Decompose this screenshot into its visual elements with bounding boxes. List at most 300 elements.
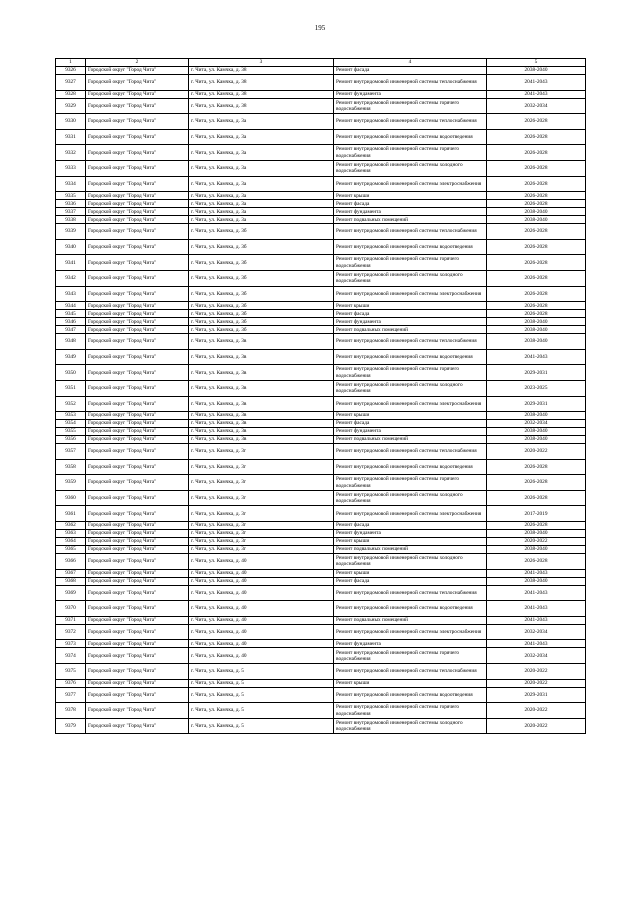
work-type-cell: Ремонт внутридомовой инженерной системы теплоснабжения: [334, 224, 487, 240]
table-row: [56, 687, 586, 703]
address-cell: г. Чита, ул. Камчка, д. 3а: [189, 129, 334, 145]
period-cell: 2032-2034: [487, 420, 586, 428]
row-number: 9377: [56, 687, 86, 703]
period-cell: 2020-2022: [487, 444, 586, 460]
address-cell: г. Чита, ул. Камчка, д. 3в: [189, 412, 334, 420]
municipality-cell: Городской округ "Город Чита": [86, 554, 189, 570]
table-row: [56, 428, 586, 436]
table-row: [56, 444, 586, 460]
address-cell: г. Чита, ул. Камчка, д. 3г: [189, 490, 334, 506]
table-row: [56, 129, 586, 145]
period-cell: 2026-2028: [487, 475, 586, 491]
row-number: 9336: [56, 200, 86, 208]
address-cell: г. Чита, ул. Камчка, д. 3а: [189, 114, 334, 130]
table-row: [56, 255, 586, 271]
period-cell: 2026-2028: [487, 554, 586, 570]
row-number: 9331: [56, 129, 86, 145]
address-cell: г. Чита, ул. Камчка, д. 40: [189, 640, 334, 648]
address-cell: г. Чита, ул. Камчка, д. 3а: [189, 216, 334, 224]
municipality-cell: Городской округ "Город Чита": [86, 160, 189, 176]
row-number: 9353: [56, 412, 86, 420]
table-row: [56, 396, 586, 412]
period-cell: 2041-2043: [487, 585, 586, 601]
work-type-cell: Ремонт внутридомовой инженерной системы холодного водоснабжения: [334, 718, 487, 734]
table-row: [56, 380, 586, 396]
address-cell: г. Чита, ул. Камчка, д. 3а: [189, 160, 334, 176]
table-row: [56, 216, 586, 224]
row-number: 9370: [56, 601, 86, 617]
period-cell: 2026-2028: [487, 176, 586, 192]
address-cell: г. Чита, ул. Камчка, д. 3в: [189, 396, 334, 412]
municipality-cell: Городской округ "Город Чита": [86, 98, 189, 114]
address-cell: г. Чита, ул. Камчка, д. 3б: [189, 286, 334, 302]
work-type-cell: Ремонт крыши: [334, 302, 487, 310]
row-number: 9335: [56, 192, 86, 200]
row-number: 9367: [56, 569, 86, 577]
period-cell: 2023-2025: [487, 380, 586, 396]
work-type-cell: Ремонт фундамента: [334, 530, 487, 538]
period-cell: 2026-2028: [487, 459, 586, 475]
work-type-cell: Ремонт подвальных помещений: [334, 326, 487, 334]
row-number: 9339: [56, 224, 86, 240]
municipality-cell: Городской округ "Город Чита": [86, 616, 189, 624]
table-row: [56, 114, 586, 130]
table-row: [56, 624, 586, 640]
period-cell: 2026-2028: [487, 490, 586, 506]
period-cell: 2041-2043: [487, 75, 586, 91]
period-cell: 2026-2028: [487, 522, 586, 530]
municipality-cell: Городской округ "Город Чита": [86, 703, 189, 719]
table-row: [56, 67, 586, 75]
address-cell: г. Чита, ул. Камчка, д. 40: [189, 616, 334, 624]
row-number: 9358: [56, 459, 86, 475]
address-cell: г. Чита, ул. Камчка, д. 3а: [189, 208, 334, 216]
period-cell: 2029-2031: [487, 687, 586, 703]
row-number: 9332: [56, 145, 86, 161]
municipality-cell: Городской округ "Город Чита": [86, 420, 189, 428]
address-cell: г. Чита, ул. Камчка, д. 40: [189, 569, 334, 577]
table-row: [56, 318, 586, 326]
address-cell: г. Чита, ул. Камчка, д. 5: [189, 687, 334, 703]
work-type-cell: Ремонт внутридомовой инженерной системы теплоснабжения: [334, 664, 487, 680]
municipality-cell: Городской округ "Город Чита": [86, 90, 189, 98]
period-cell: 2020-2022: [487, 664, 586, 680]
work-type-cell: Ремонт фасада: [334, 522, 487, 530]
table-row: [56, 365, 586, 381]
municipality-cell: Городской округ "Город Чита": [86, 365, 189, 381]
period-cell: 2038-2040: [487, 326, 586, 334]
municipality-cell: Городской округ "Город Чита": [86, 412, 189, 420]
work-type-cell: Ремонт фасада: [334, 577, 487, 585]
table-row: [56, 436, 586, 444]
municipality-cell: Городской округ "Город Чита": [86, 349, 189, 365]
municipality-cell: Городской округ "Город Чита": [86, 216, 189, 224]
municipality-cell: Городской округ "Город Чита": [86, 310, 189, 318]
municipality-cell: Городской округ "Город Чита": [86, 67, 189, 75]
address-cell: г. Чита, ул. Камчка, д. 3г: [189, 475, 334, 491]
period-cell: 2038-2040: [487, 208, 586, 216]
municipality-cell: Городской округ "Город Чита": [86, 436, 189, 444]
work-type-cell: Ремонт внутридомовой инженерной системы водоотведения: [334, 129, 487, 145]
address-cell: г. Чита, ул. Камчка, д. 3г: [189, 530, 334, 538]
period-cell: 2020-2022: [487, 718, 586, 734]
column-header: 2: [86, 59, 189, 67]
table-row: [56, 90, 586, 98]
municipality-cell: Городской округ "Город Чита": [86, 475, 189, 491]
period-cell: 2029-2031: [487, 396, 586, 412]
address-cell: г. Чита, ул. Камчка, д. 38: [189, 67, 334, 75]
table-row: [56, 522, 586, 530]
row-number: 9372: [56, 624, 86, 640]
municipality-cell: Городской округ "Город Чита": [86, 192, 189, 200]
row-number: 9337: [56, 208, 86, 216]
work-type-cell: Ремонт внутридомовой инженерной системы электроснабжения: [334, 286, 487, 302]
table-row: [56, 200, 586, 208]
row-number: 9379: [56, 718, 86, 734]
work-type-cell: Ремонт внутридомовой инженерной системы холодного водоснабжения: [334, 160, 487, 176]
table-row: [56, 648, 586, 664]
address-cell: г. Чита, ул. Камчка, д. 3а: [189, 145, 334, 161]
table-row: [56, 546, 586, 554]
row-number: 9359: [56, 475, 86, 491]
address-cell: г. Чита, ул. Камчка, д. 3в: [189, 334, 334, 350]
work-type-cell: Ремонт крыши: [334, 569, 487, 577]
table-row: [56, 349, 586, 365]
address-cell: г. Чита, ул. Камчка, д. 3в: [189, 420, 334, 428]
municipality-cell: Городской округ "Город Чита": [86, 640, 189, 648]
table-row: [56, 679, 586, 687]
address-cell: г. Чита, ул. Камчка, д. 3в: [189, 436, 334, 444]
municipality-cell: Городской округ "Город Чита": [86, 255, 189, 271]
row-number: 9362: [56, 522, 86, 530]
period-cell: 2038-2040: [487, 216, 586, 224]
work-type-cell: Ремонт фундамента: [334, 318, 487, 326]
row-number: 9349: [56, 349, 86, 365]
municipality-cell: Городской округ "Город Чита": [86, 648, 189, 664]
address-cell: г. Чита, ул. Камчка, д. 3в: [189, 365, 334, 381]
period-cell: 2026-2028: [487, 114, 586, 130]
work-type-cell: Ремонт внутридомовой инженерной системы горячего водоснабжения: [334, 365, 487, 381]
address-cell: г. Чита, ул. Камчка, д. 3в: [189, 428, 334, 436]
row-number: 9355: [56, 428, 86, 436]
municipality-cell: Городской округ "Город Чита": [86, 334, 189, 350]
table-row: [56, 302, 586, 310]
row-number: 9361: [56, 506, 86, 522]
row-number: 9374: [56, 648, 86, 664]
address-cell: г. Чита, ул. Камчка, д. 3в: [189, 380, 334, 396]
address-cell: г. Чита, ул. Камчка, д. 3г: [189, 546, 334, 554]
address-cell: г. Чита, ул. Камчка, д. 3а: [189, 200, 334, 208]
period-cell: 2020-2022: [487, 538, 586, 546]
work-type-cell: Ремонт фасада: [334, 310, 487, 318]
address-cell: г. Чита, ул. Камчка, д. 38: [189, 75, 334, 91]
table-row: [56, 310, 586, 318]
address-cell: г. Чита, ул. Камчка, д. 38: [189, 90, 334, 98]
municipality-cell: Городской округ "Город Чита": [86, 718, 189, 734]
table-row: [56, 569, 586, 577]
period-cell: 2041-2043: [487, 601, 586, 617]
period-cell: 2020-2022: [487, 679, 586, 687]
table-body: [56, 67, 586, 734]
period-cell: 2038-2040: [487, 334, 586, 350]
table-row: [56, 208, 586, 216]
period-cell: 2038-2040: [487, 577, 586, 585]
table-row: [56, 145, 586, 161]
table-row: [56, 718, 586, 734]
municipality-cell: Городской округ "Город Чита": [86, 200, 189, 208]
table-row: [56, 176, 586, 192]
address-cell: г. Чита, ул. Камчка, д. 40: [189, 648, 334, 664]
table-row: [56, 412, 586, 420]
work-type-cell: Ремонт внутридомовой инженерной системы теплоснабжения: [334, 75, 487, 91]
column-header: 4: [334, 59, 487, 67]
period-cell: 2026-2028: [487, 224, 586, 240]
municipality-cell: Городской округ "Город Чита": [86, 75, 189, 91]
period-cell: 2041-2043: [487, 90, 586, 98]
municipality-cell: Городской округ "Город Чита": [86, 490, 189, 506]
period-cell: 2038-2040: [487, 318, 586, 326]
row-number: 9364: [56, 538, 86, 546]
period-cell: 2038-2040: [487, 530, 586, 538]
table-row: [56, 459, 586, 475]
work-type-cell: Ремонт внутридомовой инженерной системы водоотведения: [334, 459, 487, 475]
work-type-cell: Ремонт внутридомовой инженерной системы электроснабжения: [334, 624, 487, 640]
address-cell: г. Чита, ул. Камчка, д. 40: [189, 585, 334, 601]
period-cell: 2038-2040: [487, 546, 586, 554]
table-row: [56, 506, 586, 522]
work-type-cell: Ремонт внутридомовой инженерной системы водоотведения: [334, 349, 487, 365]
row-number: 9334: [56, 176, 86, 192]
period-cell: 2026-2028: [487, 145, 586, 161]
address-cell: г. Чита, ул. Камчка, д. 5: [189, 703, 334, 719]
table-row: [56, 538, 586, 546]
row-number: 9343: [56, 286, 86, 302]
table-row: [56, 75, 586, 91]
period-cell: 2038-2040: [487, 436, 586, 444]
work-type-cell: Ремонт внутридомовой инженерной системы холодного водоснабжения: [334, 554, 487, 570]
address-cell: г. Чита, ул. Камчка, д. 3в: [189, 349, 334, 365]
address-cell: г. Чита, ул. Камчка, д. 3б: [189, 318, 334, 326]
work-type-cell: Ремонт внутридомовой инженерной системы теплоснабжения: [334, 334, 487, 350]
municipality-cell: Городской округ "Город Чита": [86, 208, 189, 216]
table-row: [56, 420, 586, 428]
period-cell: 2026-2028: [487, 302, 586, 310]
municipality-cell: Городской округ "Город Чита": [86, 239, 189, 255]
column-header: 5: [487, 59, 586, 67]
work-type-cell: Ремонт подвальных помещений: [334, 216, 487, 224]
row-number: 9363: [56, 530, 86, 538]
table-row: [56, 98, 586, 114]
table-row: [56, 601, 586, 617]
period-cell: 2038-2040: [487, 67, 586, 75]
municipality-cell: Городской округ "Город Чита": [86, 114, 189, 130]
address-cell: г. Чита, ул. Камчка, д. 3г: [189, 459, 334, 475]
table-row: [56, 326, 586, 334]
address-cell: г. Чита, ул. Камчка, д. 3г: [189, 522, 334, 530]
column-header: 1: [56, 59, 86, 67]
municipality-cell: Городской округ "Город Чита": [86, 546, 189, 554]
table-row: [56, 475, 586, 491]
period-cell: 2026-2028: [487, 239, 586, 255]
work-type-cell: Ремонт внутридомовой инженерной системы электроснабжения: [334, 396, 487, 412]
work-type-cell: Ремонт внутридомовой инженерной системы горячего водоснабжения: [334, 145, 487, 161]
work-type-cell: Ремонт внутридомовой инженерной системы теплоснабжения: [334, 114, 487, 130]
work-type-cell: Ремонт внутридомовой инженерной системы теплоснабжения: [334, 585, 487, 601]
row-number: 9341: [56, 255, 86, 271]
period-cell: 2041-2043: [487, 349, 586, 365]
work-type-cell: Ремонт фундамента: [334, 208, 487, 216]
work-type-cell: Ремонт крыши: [334, 192, 487, 200]
table-row: [56, 703, 586, 719]
municipality-cell: Городской округ "Город Чита": [86, 444, 189, 460]
period-cell: 2026-2028: [487, 160, 586, 176]
address-cell: г. Чита, ул. Камчка, д. 3а: [189, 176, 334, 192]
row-number: 9342: [56, 270, 86, 286]
page-number: 195: [314, 24, 326, 32]
table-row: [56, 616, 586, 624]
row-number: 9328: [56, 90, 86, 98]
address-cell: г. Чита, ул. Камчка, д. 3б: [189, 326, 334, 334]
period-cell: 2032-2034: [487, 98, 586, 114]
address-cell: г. Чита, ул. Камчка, д. 3б: [189, 224, 334, 240]
period-cell: 2041-2043: [487, 640, 586, 648]
period-cell: 2029-2031: [487, 365, 586, 381]
work-type-cell: Ремонт фундамента: [334, 90, 487, 98]
address-cell: г. Чита, ул. Камчка, д. 3а: [189, 192, 334, 200]
period-cell: 2038-2040: [487, 412, 586, 420]
row-number: 9326: [56, 67, 86, 75]
municipality-cell: Городской округ "Город Чита": [86, 224, 189, 240]
municipality-cell: Городской округ "Город Чита": [86, 577, 189, 585]
work-type-cell: Ремонт внутридомовой инженерной системы горячего водоснабжения: [334, 703, 487, 719]
row-number: 9356: [56, 436, 86, 444]
row-number: 9333: [56, 160, 86, 176]
work-type-cell: Ремонт внутридомовой инженерной системы горячего водоснабжения: [334, 255, 487, 271]
row-number: 9375: [56, 664, 86, 680]
row-number: 9348: [56, 334, 86, 350]
municipality-cell: Городской округ "Город Чита": [86, 687, 189, 703]
municipality-cell: Городской округ "Город Чита": [86, 302, 189, 310]
period-cell: 2026-2028: [487, 286, 586, 302]
municipality-cell: Городской округ "Город Чита": [86, 506, 189, 522]
address-cell: г. Чита, ул. Камчка, д. 5: [189, 679, 334, 687]
municipality-cell: Городской округ "Город Чита": [86, 428, 189, 436]
address-cell: г. Чита, ул. Камчка, д. 3г: [189, 506, 334, 522]
work-type-cell: Ремонт фундамента: [334, 640, 487, 648]
table-row: [56, 490, 586, 506]
address-cell: г. Чита, ул. Камчка, д. 5: [189, 664, 334, 680]
municipality-cell: Городской округ "Город Чита": [86, 145, 189, 161]
table-row: [56, 530, 586, 538]
table-row: [56, 585, 586, 601]
address-cell: г. Чита, ул. Камчка, д. 3б: [189, 239, 334, 255]
work-type-cell: Ремонт внутридомовой инженерной системы водоотведения: [334, 687, 487, 703]
row-number: 9338: [56, 216, 86, 224]
municipality-cell: Городской округ "Город Чита": [86, 318, 189, 326]
municipality-cell: Городской округ "Город Чита": [86, 664, 189, 680]
address-cell: г. Чита, ул. Камчка, д. 3б: [189, 310, 334, 318]
work-type-cell: Ремонт внутридомовой инженерной системы электроснабжения: [334, 176, 487, 192]
address-cell: г. Чита, ул. Камчка, д. 40: [189, 554, 334, 570]
work-type-cell: Ремонт подвальных помещений: [334, 436, 487, 444]
row-number: 9329: [56, 98, 86, 114]
municipality-cell: Городской округ "Город Чита": [86, 176, 189, 192]
table-row: [56, 239, 586, 255]
row-number: 9371: [56, 616, 86, 624]
address-cell: г. Чита, ул. Камчка, д. 38: [189, 98, 334, 114]
work-type-cell: Ремонт внутридомовой инженерной системы горячего водоснабжения: [334, 475, 487, 491]
row-number: 9340: [56, 239, 86, 255]
work-type-cell: Ремонт внутридомовой инженерной системы теплоснабжения: [334, 444, 487, 460]
period-cell: 2026-2028: [487, 270, 586, 286]
address-cell: г. Чита, ул. Камчка, д. 3б: [189, 255, 334, 271]
work-type-cell: Ремонт внутридомовой инженерной системы холодного водоснабжения: [334, 270, 487, 286]
table-row: [56, 160, 586, 176]
row-number: 9366: [56, 554, 86, 570]
municipality-cell: Городской округ "Город Чита": [86, 326, 189, 334]
work-type-cell: Ремонт фундамента: [334, 428, 487, 436]
address-cell: г. Чита, ул. Камчка, д. 3г: [189, 538, 334, 546]
work-type-cell: Ремонт внутридомовой инженерной системы холодного водоснабжения: [334, 380, 487, 396]
work-type-cell: Ремонт фасада: [334, 67, 487, 75]
row-number: 9365: [56, 546, 86, 554]
work-type-cell: Ремонт подвальных помещений: [334, 546, 487, 554]
row-number: 9327: [56, 75, 86, 91]
municipality-cell: Городской округ "Город Чита": [86, 396, 189, 412]
table-row: [56, 192, 586, 200]
period-cell: 2041-2043: [487, 616, 586, 624]
period-cell: 2041-2043: [487, 569, 586, 577]
period-cell: 2032-2034: [487, 624, 586, 640]
municipality-cell: Городской округ "Город Чита": [86, 624, 189, 640]
address-cell: г. Чита, ул. Камчка, д. 40: [189, 577, 334, 585]
address-cell: г. Чита, ул. Камчка, д. 3б: [189, 270, 334, 286]
row-number: 9376: [56, 679, 86, 687]
row-number: 9373: [56, 640, 86, 648]
period-cell: 2020-2022: [487, 703, 586, 719]
work-type-cell: Ремонт внутридомовой инженерной системы холодного водоснабжения: [334, 490, 487, 506]
table-row: [56, 224, 586, 240]
row-number: 9352: [56, 396, 86, 412]
row-number: 9330: [56, 114, 86, 130]
table-row: [56, 270, 586, 286]
work-type-cell: Ремонт крыши: [334, 679, 487, 687]
row-number: 9368: [56, 577, 86, 585]
row-number: 9357: [56, 444, 86, 460]
table-row: [56, 554, 586, 570]
period-cell: 2038-2040: [487, 428, 586, 436]
work-type-cell: Ремонт фасада: [334, 200, 487, 208]
period-cell: 2026-2028: [487, 255, 586, 271]
municipality-cell: Городской округ "Город Чита": [86, 679, 189, 687]
column-number-row: [56, 59, 586, 67]
table-row: [56, 286, 586, 302]
municipality-cell: Городской округ "Город Чита": [86, 286, 189, 302]
table-row: [56, 334, 586, 350]
address-cell: г. Чита, ул. Камчка, д. 40: [189, 624, 334, 640]
work-type-cell: Ремонт внутридомовой инженерной системы горячего водоснабжения: [334, 648, 487, 664]
municipality-cell: Городской округ "Город Чита": [86, 601, 189, 617]
address-cell: г. Чита, ул. Камчка, д. 5: [189, 718, 334, 734]
municipality-cell: Городской округ "Город Чита": [86, 129, 189, 145]
period-cell: 2032-2034: [487, 648, 586, 664]
municipality-cell: Городской округ "Город Чита": [86, 530, 189, 538]
row-number: 9350: [56, 365, 86, 381]
row-number: 9351: [56, 380, 86, 396]
row-number: 9360: [56, 490, 86, 506]
work-type-cell: Ремонт подвальных помещений: [334, 616, 487, 624]
period-cell: 2026-2028: [487, 192, 586, 200]
